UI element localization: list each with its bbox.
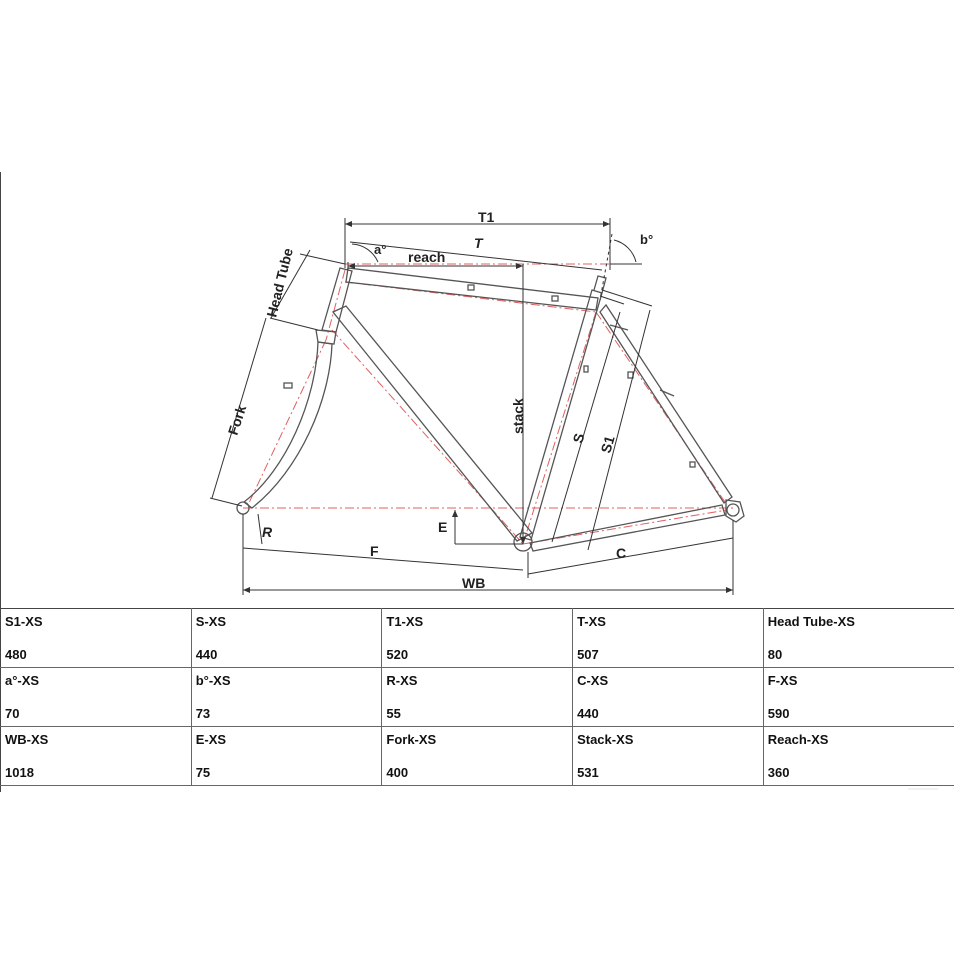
fork-blade xyxy=(244,342,332,508)
spec-name: Reach-XS xyxy=(767,732,829,747)
spec-cell xyxy=(191,668,382,727)
spec-value: 440 xyxy=(195,647,218,662)
spec-value: 75 xyxy=(195,765,211,780)
rear-dropout xyxy=(727,504,739,516)
spec-value: 440 xyxy=(577,706,599,721)
label-wb: WB xyxy=(462,575,486,591)
spec-value: 590 xyxy=(767,706,790,721)
table-row xyxy=(1,609,955,668)
label-stack: stack xyxy=(510,398,526,434)
cable-stop xyxy=(468,285,474,290)
divider xyxy=(908,788,938,790)
table-row xyxy=(1,668,955,727)
geometry-spec-table xyxy=(0,608,954,786)
label-s: S xyxy=(569,431,588,445)
label-fork: Fork xyxy=(224,403,250,437)
label-head-tube: Head Tube xyxy=(263,246,296,319)
cable-stop xyxy=(552,296,558,301)
label-e: E xyxy=(438,519,448,535)
label-f: F xyxy=(370,543,379,559)
fork-mount xyxy=(284,383,292,388)
spec-name: F-XS xyxy=(767,673,798,688)
table-row xyxy=(1,727,955,786)
label-t1: T1 xyxy=(478,209,495,225)
seatstay-mount xyxy=(660,390,674,396)
spec-name: E-XS xyxy=(195,732,227,747)
label-a-angle: a° xyxy=(374,242,387,257)
spec-cell xyxy=(191,727,382,786)
spec-name: S1-XS xyxy=(5,614,43,629)
dimension-arrows xyxy=(243,221,733,593)
label-t: T xyxy=(474,235,483,251)
spec-value: 520 xyxy=(386,647,409,662)
spec-name: R-XS xyxy=(386,673,418,688)
spec-name: WB-XS xyxy=(5,732,49,747)
spec-value: 507 xyxy=(577,647,599,662)
spec-name: Stack-XS xyxy=(577,732,634,747)
bottle-mount xyxy=(584,366,588,372)
spec-name: T-XS xyxy=(577,614,606,629)
spec-value: 80 xyxy=(767,647,783,662)
seatstay-centerline xyxy=(596,312,727,505)
spec-cell xyxy=(382,668,573,727)
spec-name: T1-XS xyxy=(386,614,424,629)
spec-value: 360 xyxy=(767,765,790,780)
frame-geometry-diagram xyxy=(0,172,968,608)
spec-cell xyxy=(573,609,764,668)
spec-name: a°-XS xyxy=(5,673,40,688)
spec-name: S-XS xyxy=(195,614,227,629)
spec-value: 400 xyxy=(386,765,409,780)
spec-value: 73 xyxy=(195,706,211,721)
label-s1: S1 xyxy=(597,433,618,455)
spec-value: 70 xyxy=(5,706,20,721)
spec-cell xyxy=(763,668,954,727)
spec-cell xyxy=(382,727,573,786)
spec-cell xyxy=(1,609,192,668)
spec-cell xyxy=(573,668,764,727)
seat-tube-centerline xyxy=(523,312,596,544)
frame-tubes xyxy=(237,268,744,551)
spec-cell xyxy=(763,727,954,786)
down-tube xyxy=(333,306,532,541)
spec-cell xyxy=(763,609,954,668)
spec-cell xyxy=(1,727,192,786)
spec-name: Fork-XS xyxy=(386,732,437,747)
bottle-mount xyxy=(690,462,695,467)
label-b-angle: b° xyxy=(640,232,654,247)
label-reach: reach xyxy=(408,249,446,265)
label-c: C xyxy=(616,545,627,561)
rear-dropout-plate xyxy=(726,500,744,522)
seatstay xyxy=(597,305,732,503)
spec-name: Head Tube-XS xyxy=(767,614,855,629)
spec-value: 1018 xyxy=(5,765,34,780)
label-r: R xyxy=(262,524,273,540)
spec-name: b°-XS xyxy=(195,673,231,688)
spec-name: C-XS xyxy=(577,673,609,688)
spec-value: 531 xyxy=(577,765,599,780)
spec-value: 480 xyxy=(5,647,27,662)
head-tube xyxy=(322,268,352,332)
spec-cell xyxy=(382,609,573,668)
spec-cell xyxy=(191,609,382,668)
top-tube xyxy=(346,268,598,310)
spec-cell xyxy=(573,727,764,786)
spec-value: 55 xyxy=(386,706,401,721)
spec-cell xyxy=(1,668,192,727)
